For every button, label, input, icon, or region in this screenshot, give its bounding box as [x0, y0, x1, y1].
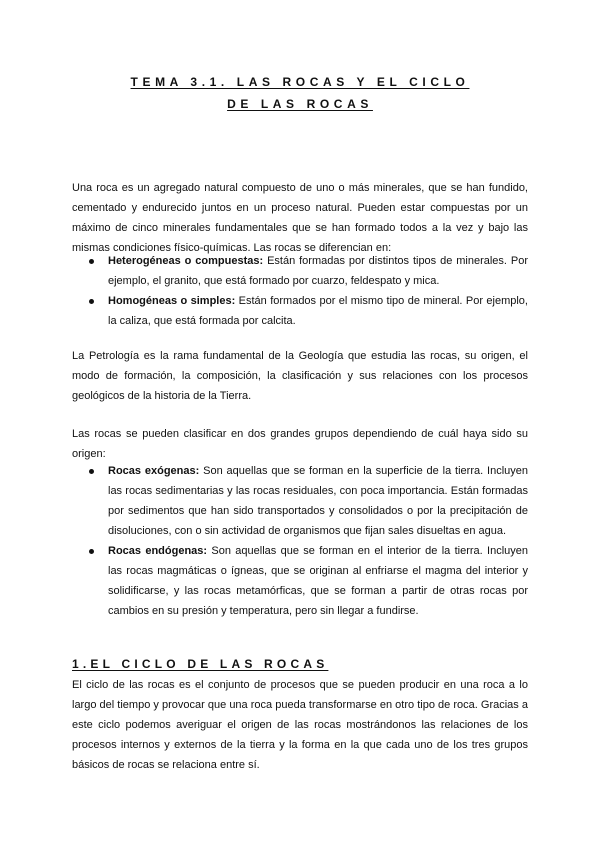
list-item-text: Son aquellas que se forman en la superficie de la tierra. Incluyen las rocas sedimentarias y las rocas residuales, con poca importancia. Están formadas por sedimentos que han sido transportados y consolidados o por la precipitación de disoluciones, con o sin actividad de organismos que fijan sales disueltas en agua. — [108, 465, 528, 537]
section-heading: 1.EL CICLO DE LAS ROCAS — [72, 657, 329, 671]
list-item — [72, 461, 528, 541]
list-item — [72, 541, 528, 621]
intro-paragraph: Una roca es un agregado natural compuesto de uno o más minerales, que se han fundido, cementado y endurecido juntos en un proceso natural. Pueden estar compuestas por un máximo de cinco minerales fundamentales que se han formado todos a la vez y bajo las mismas condiciones físico-químicas. Las rocas se diferencian en: — [72, 182, 528, 254]
list-item-text: Están formados por el mismo tipo de mineral. Por ejemplo, la caliza, que está formada por calcita. — [108, 295, 528, 327]
bullet-icon — [89, 299, 94, 304]
list-item-term: Heterogéneas o compuestas: — [108, 255, 264, 267]
bullet-icon — [89, 259, 94, 264]
clasificacion-paragraph: Las rocas se pueden clasificar en dos grandes grupos dependiendo de cuál haya sido su origen: — [72, 428, 528, 460]
petrologia-paragraph: La Petrología es la rama fundamental de la Geología que estudia las rocas, su origen, el modo de formación, la composición, la clasificación y sus relaciones con los procesos geológicos de la historia de la Tierra. — [72, 350, 528, 402]
bullet-icon — [89, 469, 94, 474]
rock-groups-list — [72, 461, 528, 621]
list-item-text: Están formadas por distintos tipos de minerales. Por ejemplo, el granito, que está formado por cuarzo, feldespato y mica. — [108, 255, 529, 287]
list-item-term: Rocas endógenas: — [108, 545, 208, 557]
list-item-term: Homogéneas o simples: — [108, 295, 236, 307]
list-item-term: Rocas exógenas: — [108, 465, 200, 477]
list-item — [72, 251, 528, 291]
rock-types-list — [72, 251, 528, 331]
page-title-line-2: DE LAS ROCAS — [227, 97, 373, 111]
page-title-line-1: TEMA 3.1. LAS ROCAS Y EL CICLO — [130, 75, 470, 89]
bullet-icon — [89, 549, 94, 554]
list-item-text: Son aquellas que se forman en el interior de la tierra. Incluyen las rocas magmáticas o ígneas, que se originan al enfriarse el magma del interior y solidificarse, y las rocas metamórficas, que se forman a partir de otras rocas por cambios en su presión y temperatura, pero sin llegar a fundirse. — [108, 545, 528, 617]
section-paragraph: El ciclo de las rocas es el conjunto de procesos que se pueden producir en una roca a lo largo del tiempo y provocar que una roca pueda transformarse en otro tipo de roca. Gracias a este ciclo podemos averiguar el origen de las rocas mostrándonos las relaciones de los procesos internos y externos de la tierra y la forma en la que cada uno de los tres grupos básicos de rocas se relaciona entre sí. — [72, 679, 528, 771]
list-item — [72, 291, 528, 331]
